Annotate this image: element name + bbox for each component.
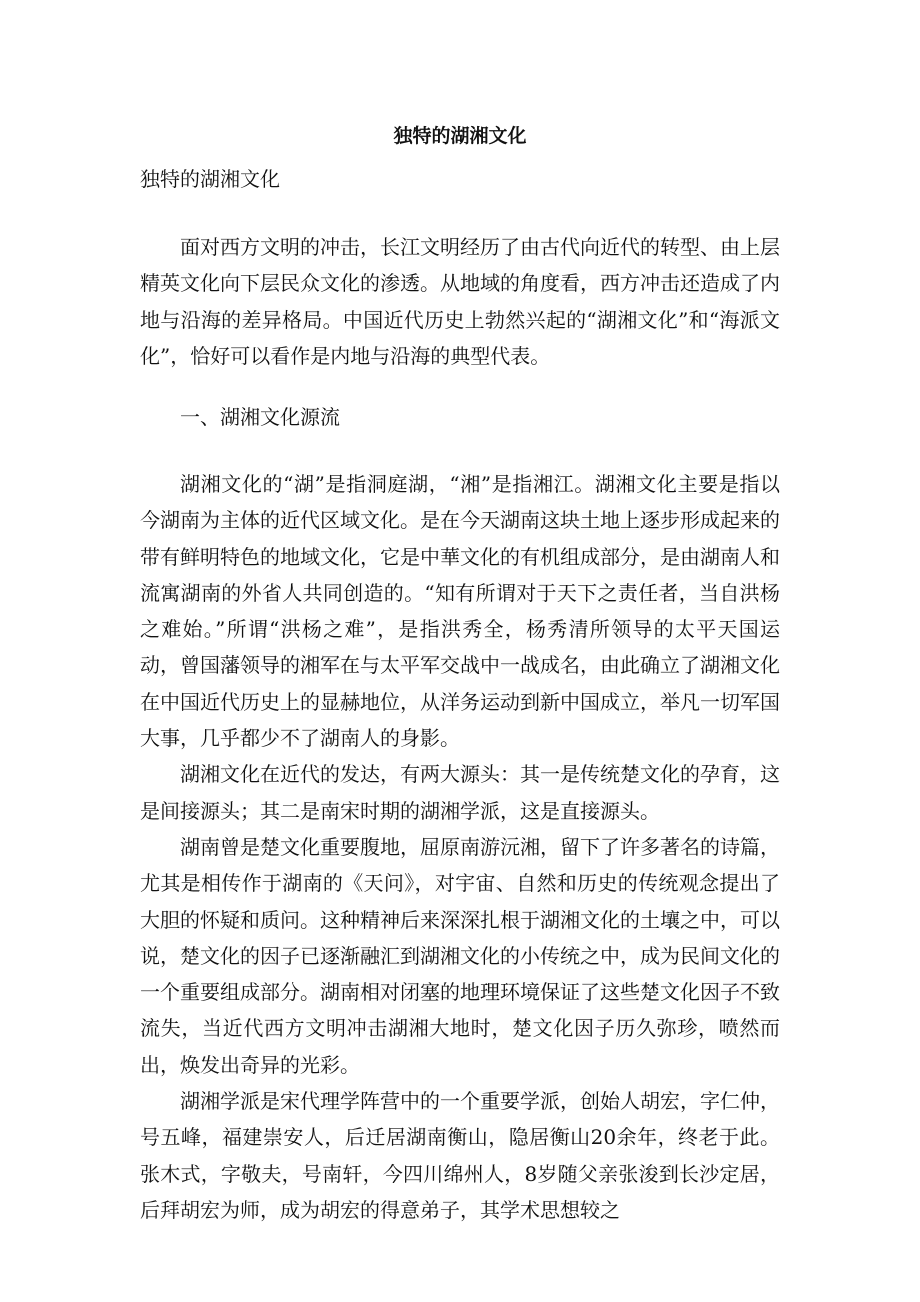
section-heading: 一、湖湘文化源流 [180, 405, 340, 429]
main-section [140, 466, 780, 1228]
intro-paragraph: 面对西方文明的冲击，长江文明经历了由古代向近代的转型、由上层精英文化向下层民众文化的渗透。从地域的角度看，西方冲击还造成了内地与沿海的差异格局。中国近代历史上勃然兴起的“湖湘文化”和“海派文化”，恰好可以看作是内地与沿海的典型代表。 [140, 235, 780, 368]
body-paragraph-2: 湖湘文化在近代的发达，有两大源头：其一是传统楚文化的孕育，这是间接源头；其二是南宋时期的湖湘学派，这是直接源头。 [140, 762, 780, 823]
intro-section [140, 229, 780, 374]
document-title: 独特的湖湘文化 [393, 125, 527, 147]
body-paragraph-3: 湖南曾是楚文化重要腹地，屈原南游沅湘，留下了许多著名的诗篇，尤其是相传作于湖南的《天问》，对宇宙、自然和历史的传统观念提出了大胆的怀疑和质问。这种精神后来深深扎根于湖湘文化的土壤之中，可以说，楚文化的因子已逐渐融汇到湖湘文化的小传统之中，成为民间文化的一个重要组成部分。湖南相对闭塞的地理环境保证了这些楚文化因子不致流失，当近代西方文明冲击湖湘大地时，楚文化因子历久弥珍，喷然而出，焕发出奇异的光彩。 [140, 834, 780, 1077]
body-paragraph-4: 湖湘学派是宋代理学阵营中的一个重要学派，创始人胡宏，字仁仲，号五峰，福建崇安人，后迁居湖南衡山，隐居衡山20余年，终老于此。张木式，字敬夫，号南轩，今四川绵州人，8岁随父亲张浚到长沙定居，后拜胡宏为师，成为胡宏的得意弟子，其学术思想较之 [140, 1089, 780, 1222]
document-subtitle: 独特的湖湘文化 [140, 167, 280, 191]
body-paragraph-1: 湖湘文化的“湖”是指洞庭湖，“湘”是指湘江。湖湘文化主要是指以今湖南为主体的近代区域文化。是在今天湖南这块土地上逐步形成起来的带有鲜明特色的地域文化，它是中華文化的有机组成部分，是由湖南人和流寓湖南的外省人共同创造的。“知有所谓对于天下之责任者，当自洪杨之难始。”所谓“洪杨之难”，是指洪秀全，杨秀清所领导的太平天国运动，曾国藩领导的湘军在与太平军交战中一战成名，由此确立了湖湘文化在中国近代历史上的显赫地位，从洋务运动到新中国成立，举凡一切军国大事，几乎都少不了湖南人的身影。 [140, 472, 780, 751]
